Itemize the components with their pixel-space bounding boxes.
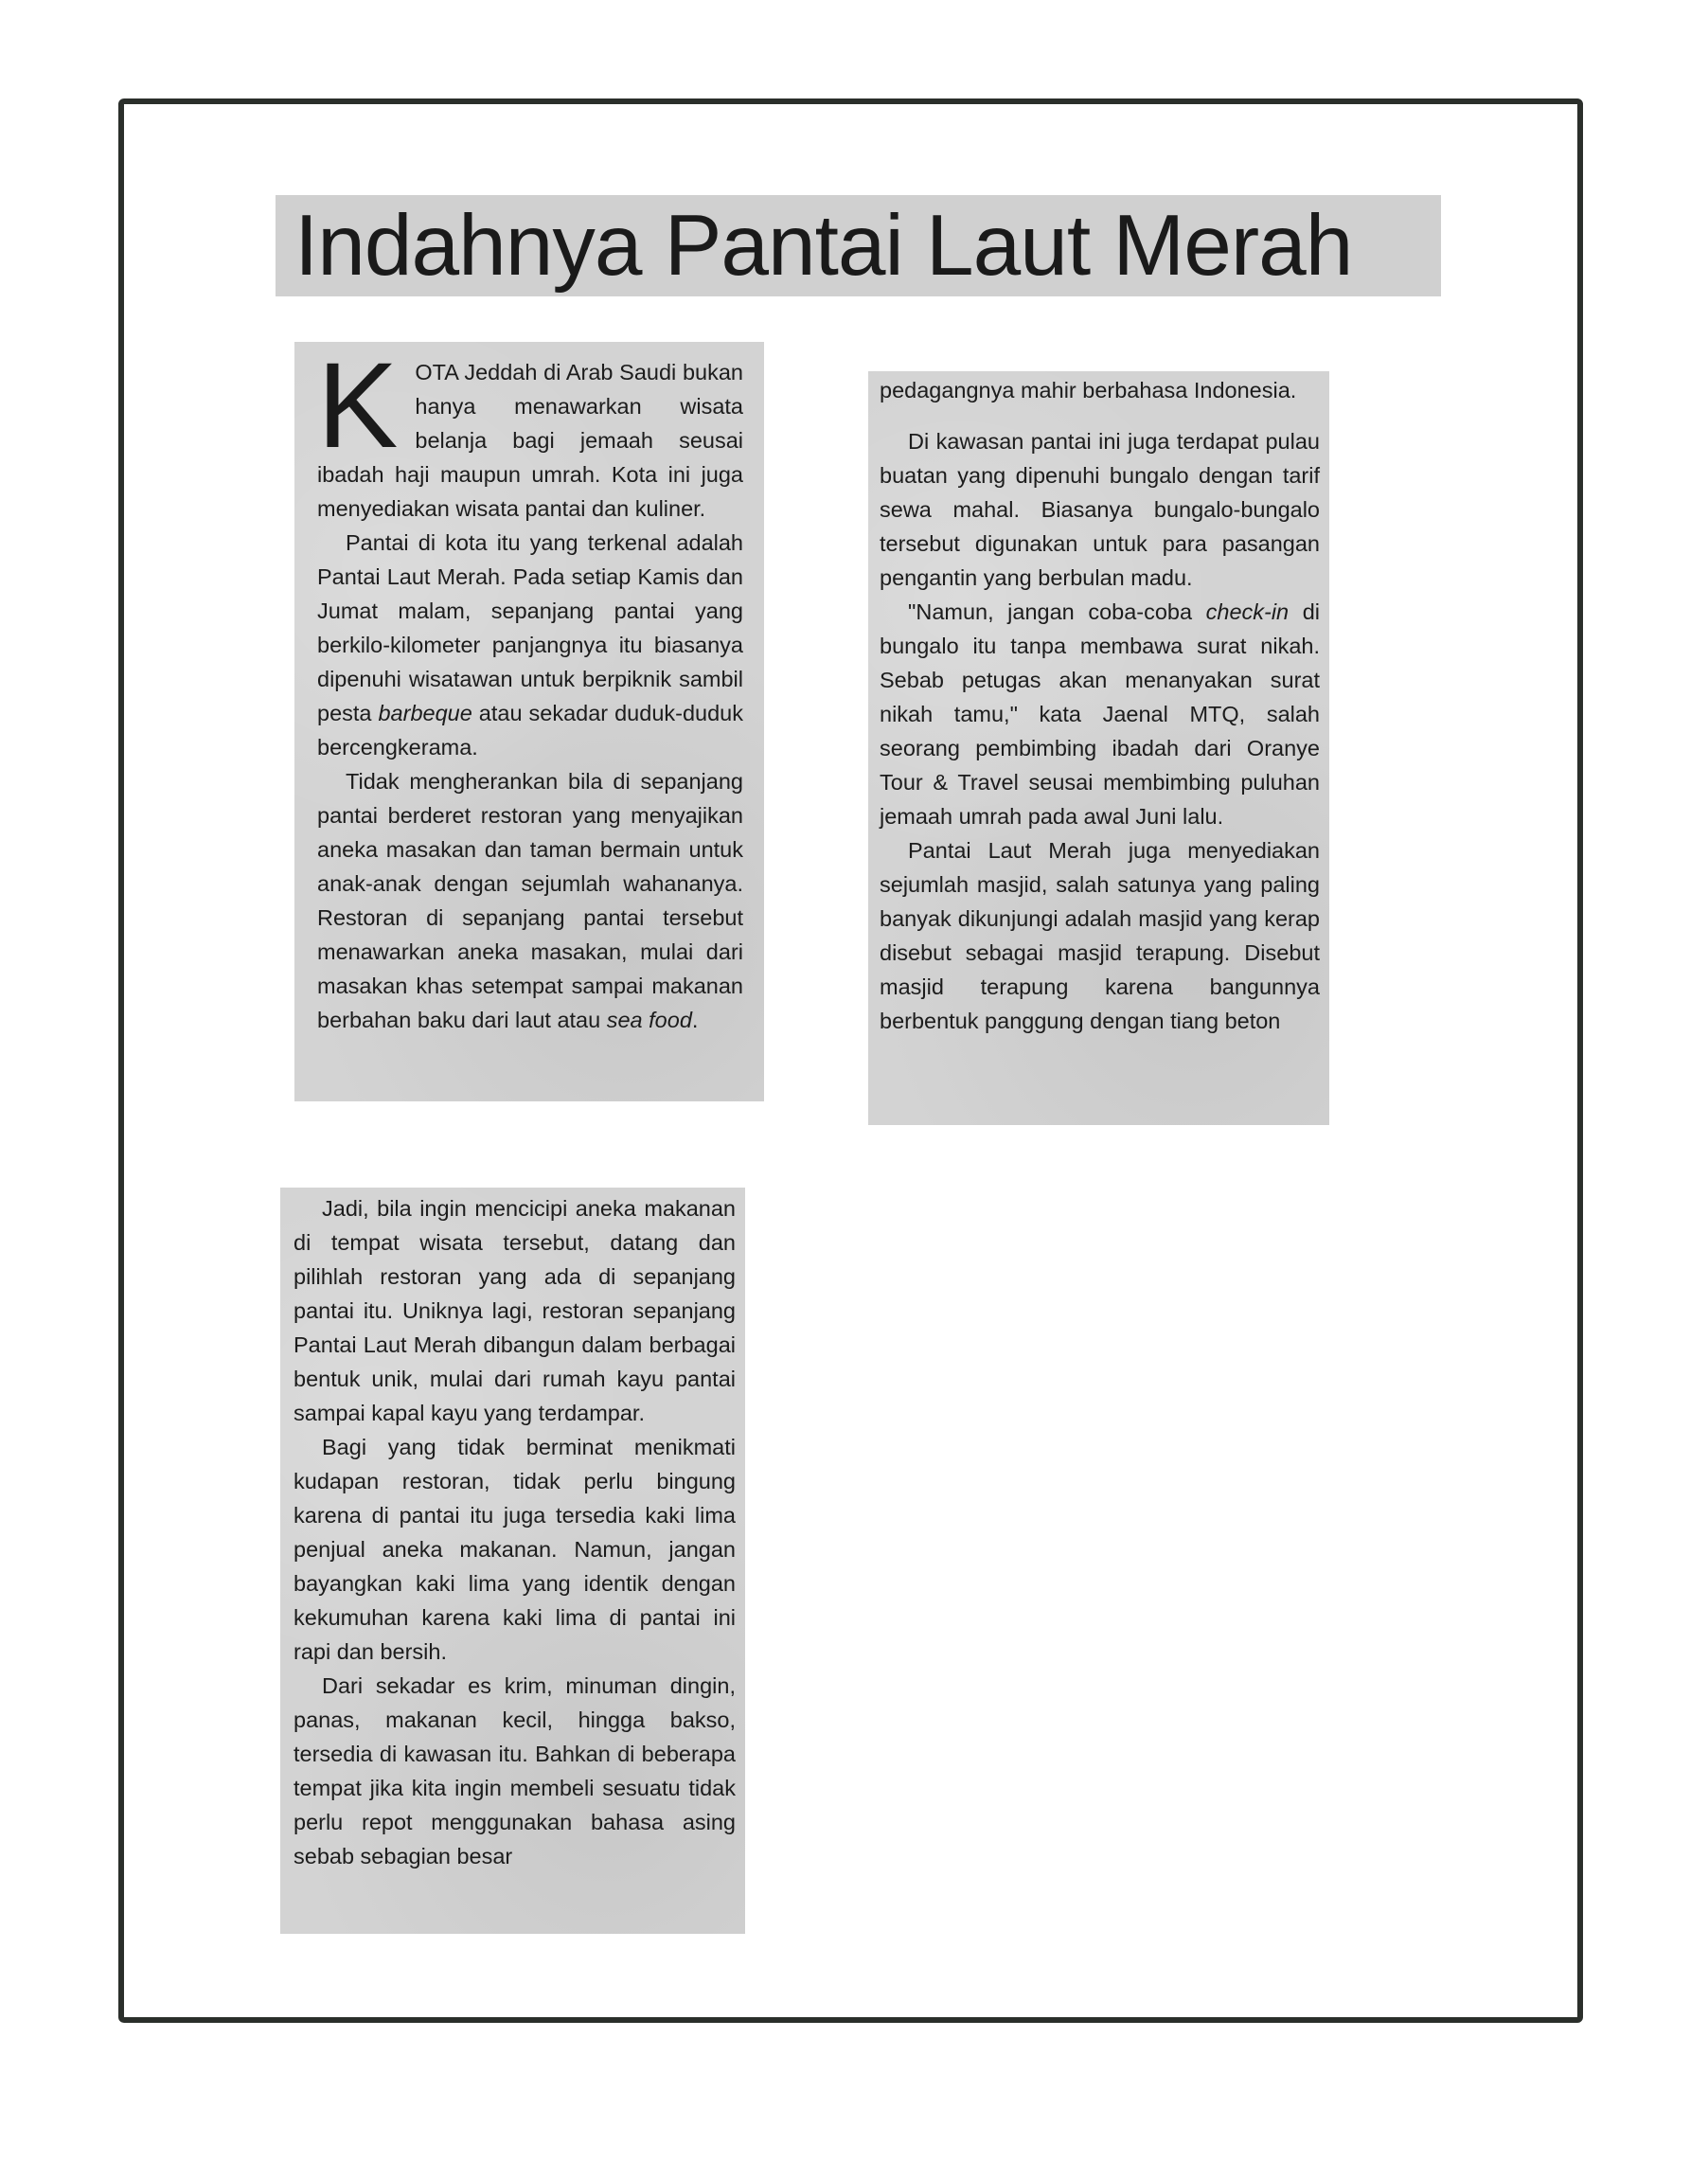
paragraph-3-text-b: . <box>691 1008 699 1032</box>
article-headline: Indahnya Pantai Laut Merah <box>294 198 1353 294</box>
quote-text-b: di bungalo itu tanpa membawa surat nikah. Sebab petugas akan menanyakan surat nikah tamu," kata Jaenal MTQ, salah seorang pembimbing ibadah dari Oranye Tour & Travel seusai membimbing puluhan jemaah umrah pada awal Juni lalu. <box>880 599 1320 829</box>
headline-clipping <box>276 195 1441 296</box>
paragraph-kaki-lima: Bagi yang tidak berminat menikmati kudapan restoran, tidak perlu bingung karena di pantai itu juga tersedia kaki lima penjual aneka makanan. Namun, jangan bayangkan kaki lima yang identik dengan kekumuhan karena kaki lima di pantai ini rapi dan bersih. <box>294 1435 736 1664</box>
paragraph-2 <box>317 526 743 764</box>
column-1-clipping <box>294 338 764 1101</box>
quote-italic: check-in <box>1205 599 1290 624</box>
paragraph-masjid: Pantai Laut Merah juga menyediakan sejumlah masjid, salah satunya yang paling banyak dikunjungi adalah masjid yang kerap disebut sebagai masjid terapung. Disebut masjid terapung karena bangunnya berbentuk panggung dengan tiang beton <box>880 838 1320 1033</box>
lead-paragraph <box>317 338 743 526</box>
paragraph-2-text-b: atau sekadar duduk-duduk bercengkerama. <box>317 701 743 760</box>
paragraph-restoran: Jadi, bila ingin mencicipi aneka makanan di tempat wisata tersebut, datang dan pilihlah restoran yang ada di sepanjang pantai itu. Uniknya lagi, restoran sepanjang Pantai Laut Merah dibangun dalam berbagai bentuk unik, mulai dari rumah kayu pantai sampai kapal kayu yang terdampar. <box>294 1196 736 1425</box>
paragraph-quote <box>880 595 1320 833</box>
paragraph-3-text-a: Tidak mengherankan bila di sepanjang pantai berderet restoran yang menyajikan aneka masakan dan taman bermain untuk anak-anak dengan sejumlah wahananya. Restoran di sepanjang pantai tersebut menawarkan aneka masakan, mulai dari masakan khas setempat sampai makanan berbahan baku dari laut atau <box>317 769 743 1032</box>
column-2-clipping <box>868 371 1329 1125</box>
continued-line: pedagangnya mahir berbahasa Indonesia. <box>880 378 1297 402</box>
paragraph-es-krim: Dari sekadar es krim, minuman dingin, panas, makanan kecil, hingga bakso, tersedia di kawasan itu. Bahkan di beberapa tempat jika kita ingin membeli sesuatu tidak perlu repot menggunakan bahasa asing sebab sebagian besar <box>294 1673 736 1868</box>
paragraph-3-italic: sea food <box>606 1008 692 1032</box>
drop-cap: K <box>317 338 399 474</box>
lead-text: OTA Jeddah di Arab Saudi bukan hanya menawarkan wisata belanja bagi jemaah seusai ibadah haji maupun umrah. Kota ini juga menyediakan wisata pantai dan kuliner. <box>317 360 743 521</box>
paragraph-bungalo: Di kawasan pantai ini juga terdapat pulau buatan yang dipenuhi bungalo dengan tarif sewa mahal. Biasanya bungalo-bungalo tersebut digunakan untuk para pasangan pengantin yang berbulan madu. <box>880 429 1320 590</box>
column-3-clipping <box>280 1188 745 1934</box>
quote-text-a: "Namun, jangan coba-coba <box>908 599 1206 624</box>
paragraph-3 <box>317 764 743 1037</box>
paragraph-2-text-a: Pantai di kota itu yang terkenal adalah Pantai Laut Merah. Pada setiap Kamis dan Jumat malam, sepanjang pantai yang berkilo-kilometer panjangnya itu biasanya dipenuhi wisatawan untuk berpiknik sambil pesta <box>317 530 743 725</box>
paragraph-2-italic: barbeque <box>378 701 472 725</box>
